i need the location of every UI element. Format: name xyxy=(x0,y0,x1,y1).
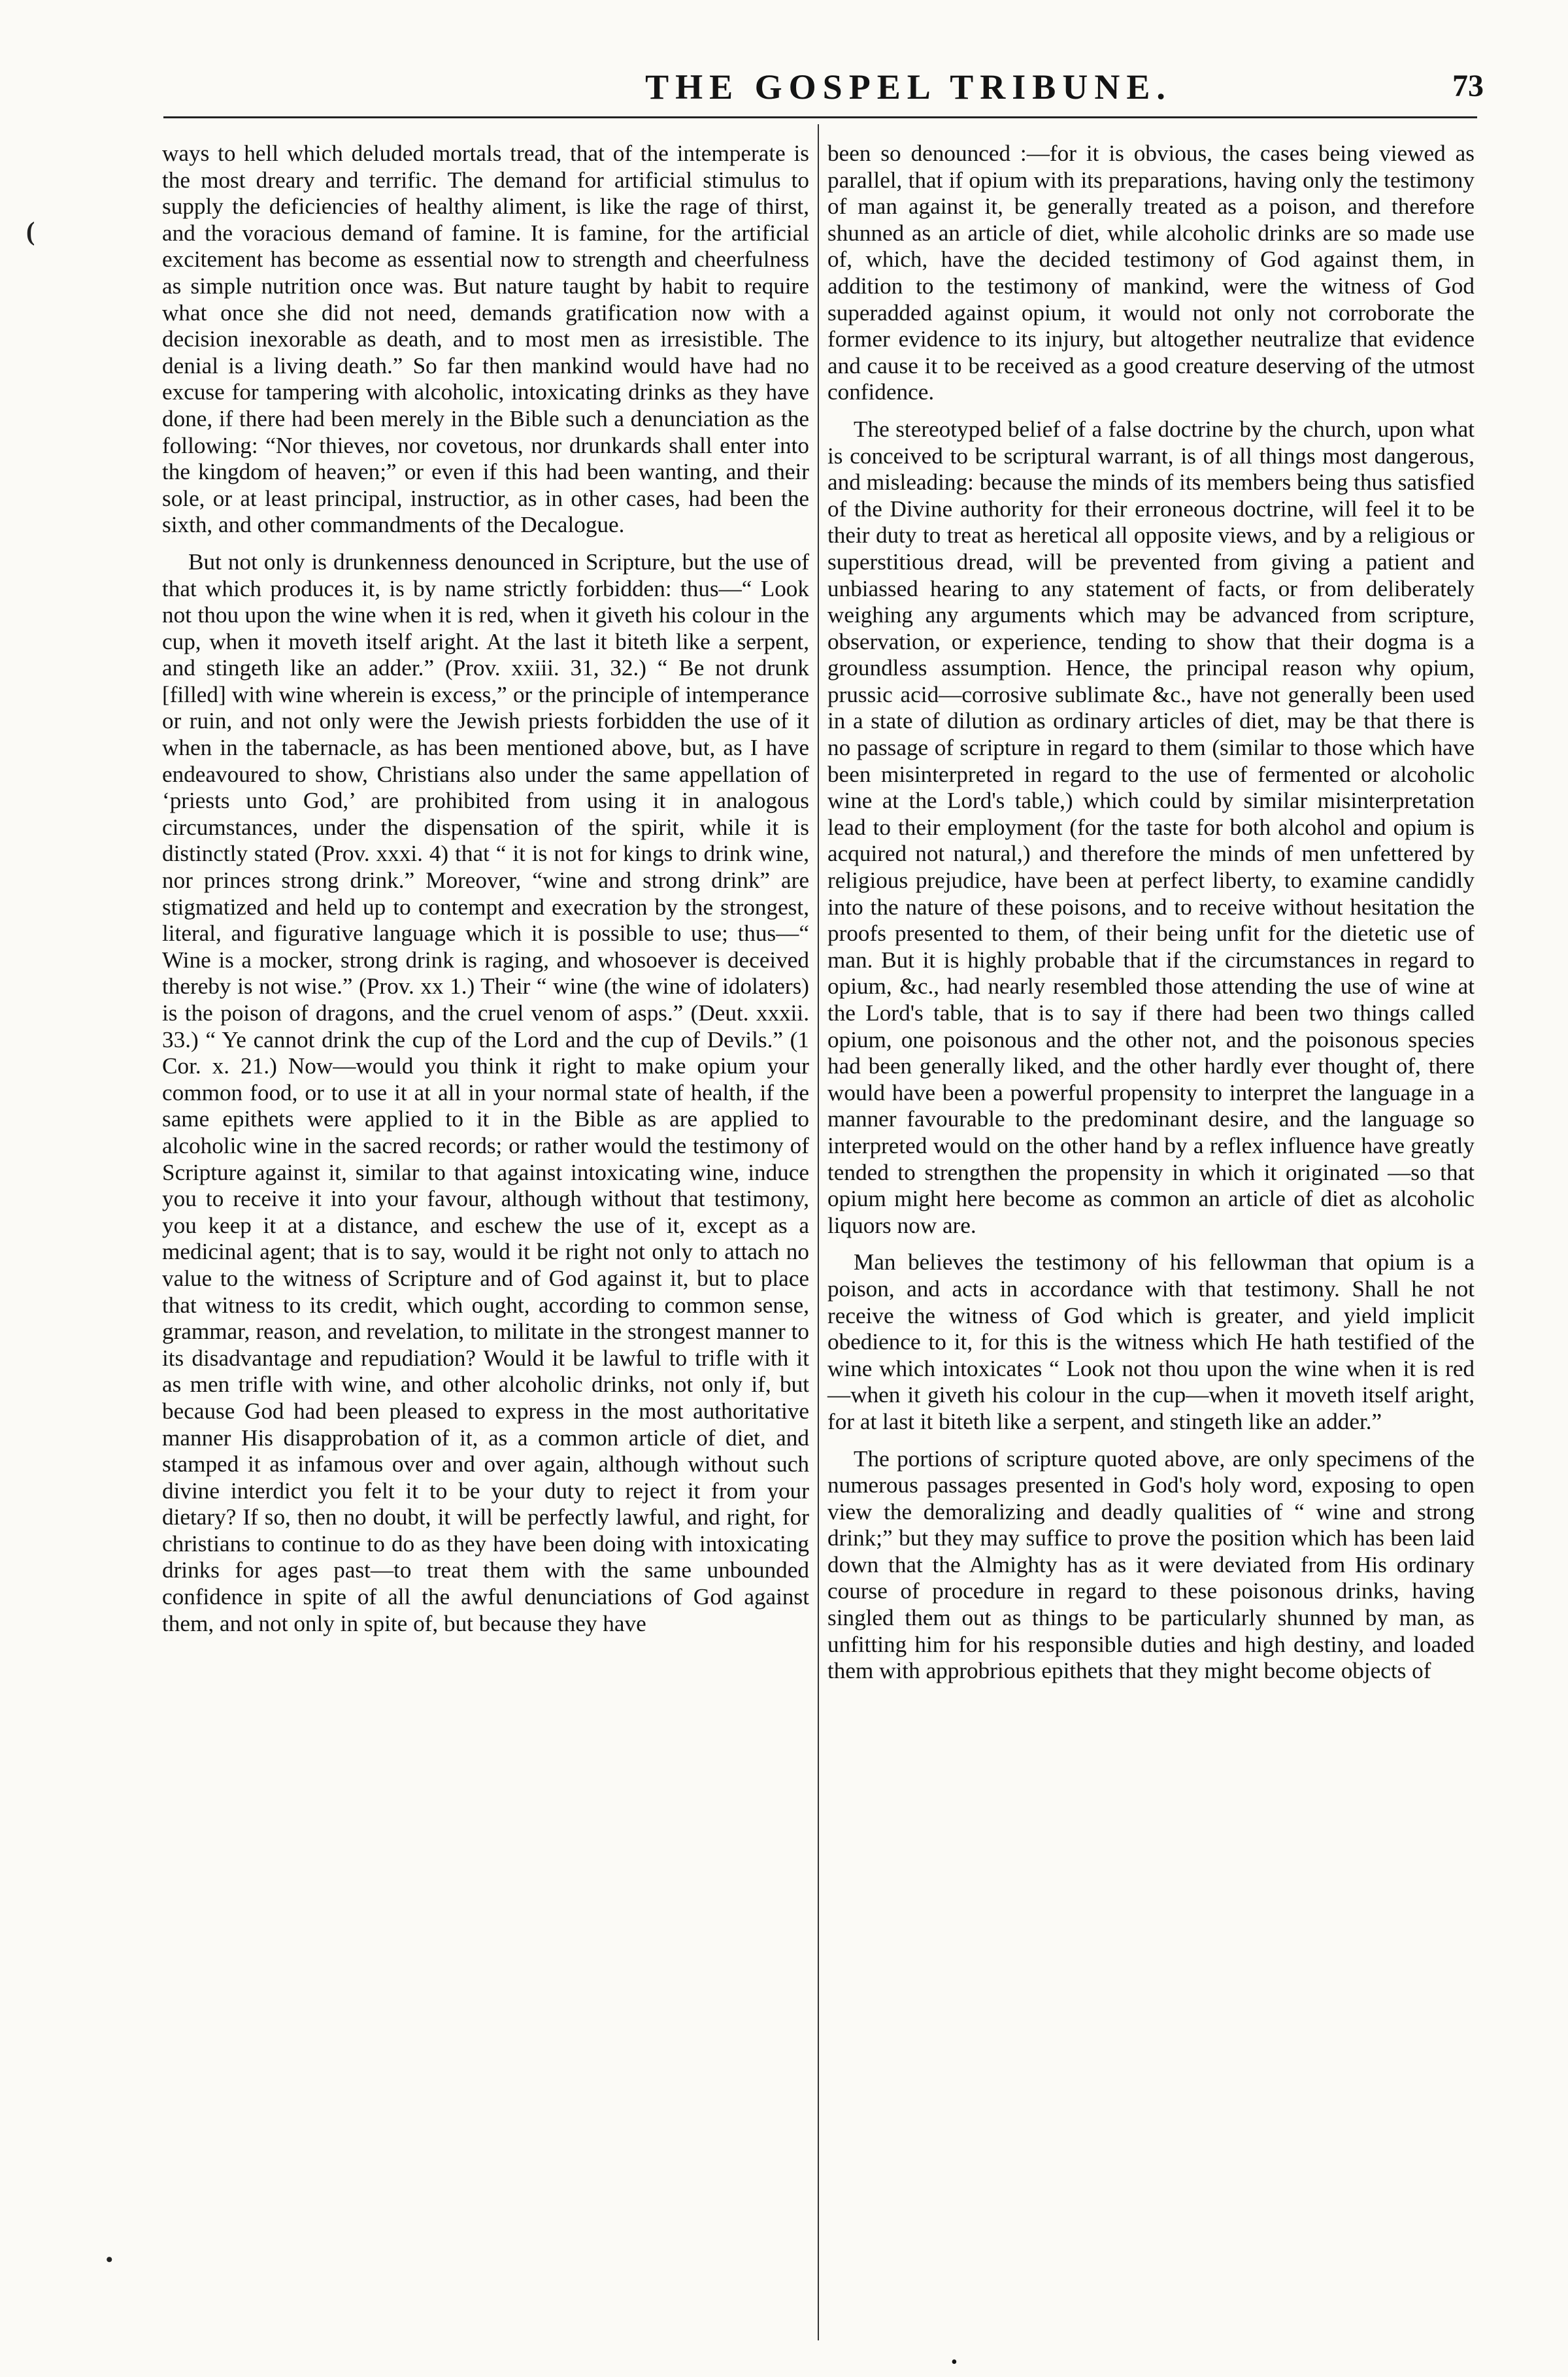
right-paragraph-4: The portions of scripture quoted above, are only specimens of the numerous passages presented in God's holy word, exposing to open view the demoralizing and deadly qualities of “ wine and strong drink;” but they may suffice to prove the position which has been laid down that the Almighty has as it were deviated from His ordinary course of procedure in regard to these poisonous drinks, having singled them out as things to be particularly shunned by man, as unfitting him for his responsible duties and high destiny, and loaded them with approbrious epithets that they might become objects of xyxy=(827,1445,1475,1684)
right-paragraph-3: Man believes the testimony of his fellowman that opium is a poison, and acts in accordance with that testimony. Shall he not receive the witness of God which is greater, and yield implicit obedience to it, for this is the witness which He hath testified of the wine which intoxicates “ Look not thou upon the wine when it is red—when it giveth his colour in the cup—when it moveth itself aright, for at last it biteth like a serpent, and stingeth like an adder.” xyxy=(827,1249,1475,1434)
column-divider xyxy=(818,124,819,2340)
margin-bracket-mark: ( xyxy=(26,216,35,246)
left-paragraph-2: But not only is drunkenness denounced in Scripture, but the use of that which produces it, is by name strictly forbidden: thus—“ Look not thou upon the wine when it is red, when it giveth his colour in the cup, when it moveth itself aright. At the last it biteth like a serpent, and stingeth like an adder.” (Prov. xxiii. 31, 32.) “ Be not drunk [filled] with wine wherein is excess,” or the principle of intemperance or ruin, and not only were the Jewish priests forbidden the use of it when in the tabernacle, as has been mentioned above, but, as I have endeavoured to show, Christians also under the same appellation of ‘priests unto God,’ are prohibited from using it in analogous circumstances, under the dispensation of the spirit, while it is distinctly stated (Prov. xxxi. 4) that “ it is not for kings to drink wine, nor princes strong drink.” Moreover, “wine and strong drink” are stigmatized and held up to contempt and execration by the strongest, literal, and figurative language which it is possible to use; thus—“ Wine is a mocker, strong drink is raging, and whosoever is deceived thereby is not wise.” (Prov. xx 1.) Their “ wine (the wine of idolaters) is the poison of dragons, and the cruel venom of asps.” (Deut. xxxii. 33.) “ Ye cannot drink the cup of the Lord and the cup of Devils.” (1 Cor. x. 21.) Now—would you think it right to make opium your common food, or to use it at all in your normal state of health, if the same epithets were applied to it in the Bible as are applied to alcoholic wine in the sacred records; or rather would the testimony of Scripture against it, similar to that against intoxicating wine, induce you to receive it into your favour, although without that testimony, you keep it at a distance, and eschew the use of it, except as a medicinal agent; that is to say, would it be right not only to attach no value to the witness of Scripture and of God against it, but to place that witness to its credit, which ought, according to common sense, grammar, reason, and revelation, to militate in the strongest manner to its disadvantage and repudiation? Would it be lawful to trifle with it as men trifle with wine, and other alcoholic drinks, not only if, but because God had been pleased to express in the most authoritative manner His disapprobation of it, as a common article of diet, and stamped it as infamous over and over again, although without such divine interdict you felt it to be your duty to reject it from your dietary? If so, then no doubt, it will be perfectly lawful, and right, for christians to continue to do as they have been doing with intoxicating drinks for ages past—to treat them with the same unbounded confidence in spite of all the awful denunciations of God against them, and not only in spite of, but because they have xyxy=(162,548,809,1636)
left-paragraph-1: ways to hell which deluded mortals tread, that of the intemperate is the most dreary and terrific. The demand for artificial stimulus to supply the deficiencies of healthy aliment, is like the rage of thirst, and the voracious demand of famine. It is famine, for the artificial excitement has become as essential now to strength and cheerfulness as simple nutrition once was. But nature taught by habit to require what once she did not need, demands gratification now with a decision inexorable as death, and to most men as irresistible. The denial is a living death.” So far then mankind would have had no excuse for tampering with alcoholic, intoxicating drinks as they have done, if there had been merely in the Bible such a denunciation as the following: “Nor thieves, nor covetous, nor drunkards shall enter into the kingdom of heaven;” or even if this had been wanting, and their sole, or at least principal, instructior, as in other cases, had been the sixth, and other commandments of the Decalogue. xyxy=(162,141,809,538)
bottom-dot-mark: • xyxy=(951,2352,958,2372)
page-header xyxy=(157,64,1484,116)
right-paragraph-1: been so denounced :—for it is obvious, the cases being viewed as parallel, that if opium with its preparations, having only the testimony of man against it, be generally treated as a poison, and therefore shunned as an article of diet, while alcoholic drinks are so made use of, which, have the decided testimony of God against them, in addition to the testimony of mankind, were the witness of God superadded against opium, it would not only not corroborate the former evidence to its injury, but altogether neutralize that evidence and cause it to be received as a good creature deserving of the utmost confidence. xyxy=(827,141,1475,405)
page-number: 73 xyxy=(1452,69,1484,103)
margin-dot-mark: • xyxy=(106,2249,113,2270)
header-rule xyxy=(163,116,1477,118)
right-column xyxy=(827,141,1475,1685)
left-column xyxy=(162,141,809,1637)
right-paragraph-2: The stereotyped belief of a false doctrine by the church, upon what is conceived to be scriptural warrant, is of all things most dangerous, and misleading: because the minds of its members being thus satisfied of the Divine authority for their erroneous doctrine, will feel it to be their duty to treat as heretical all opposite views, and by a religious or superstitious dread, will be prevented from giving a patient and unbiassed hearing to any statement of facts, or from deliberately weighing any arguments which may be advanced from scripture, observation, or experience, tending to show that their dogma is a groundless assumption. Hence, the principal reason why opium, prussic acid—corrosive sublimate &c., have not generally been used in a state of dilution as ordinary articles of diet, may be that there is no passage of scripture in regard to them (similar to those which have been misinterpreted in regard to the use of fermented or alcoholic wine at the Lord's table,) which could by similar misinterpretation lead to their employment (for the taste for both alcohol and opium is acquired not natural,) and therefore the minds of men unfettered by religious prejudice, have been at perfect liberty, to examine candidly into the nature of these poisons, and to receive without hesitation the proofs presented to them, of their being unfit for the dietetic use of man. But it is highly probable that if the circumstances in regard to opium, &c., had nearly resembled those attending the use of wine at the Lord's table, that is to say if there had been two things called opium, one poisonous and the other not, and the poisonous species had been generally liked, and the other hardly ever thought of, there would have been a powerful propensity to interpret the language in a manner favourable to the predominant desire, and the language so interpreted would on the other hand by a reflex influence have greatly tended to strengthen the propensity in which it originated —so that opium might here become as common an article of diet as alcoholic liquors now are. xyxy=(827,416,1475,1238)
running-title: THE GOSPEL TRIBUNE. xyxy=(645,67,1172,107)
